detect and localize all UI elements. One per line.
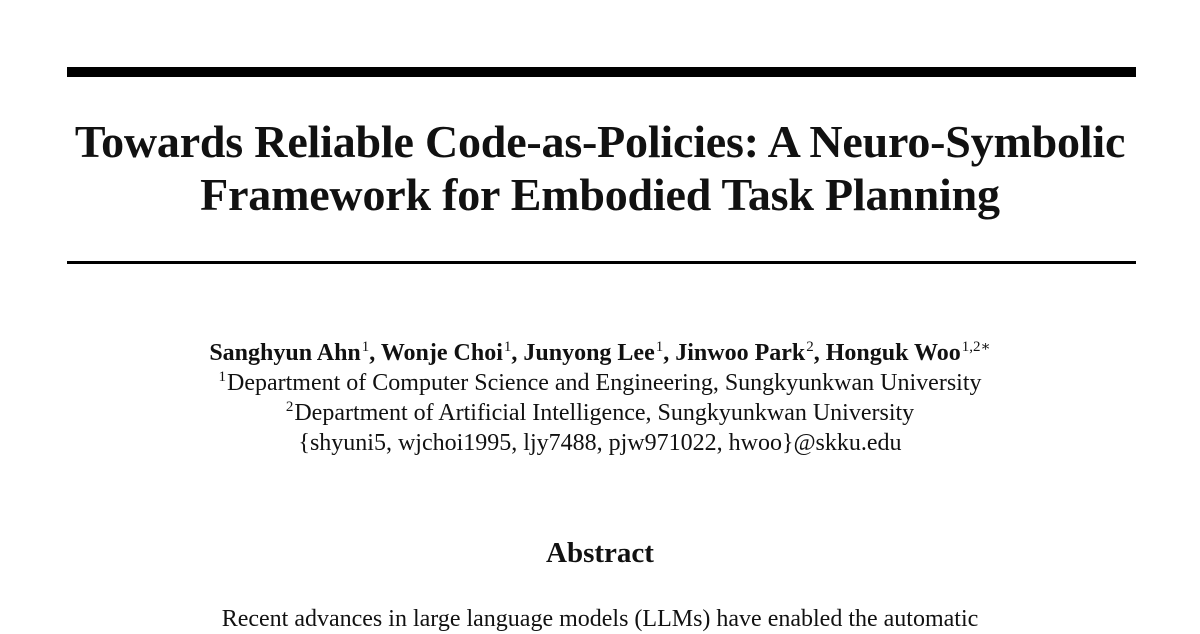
author-separator: , xyxy=(511,340,524,366)
abstract-text: Recent advances in large language models (LLMs) have enabled the automatic xyxy=(221,606,979,632)
author-affil-mark: 1 xyxy=(503,339,512,355)
author-affil-mark: 1 xyxy=(361,339,370,355)
author-affil-mark: 2 xyxy=(806,339,814,355)
affiliation-text: Department of Computer Science and Engineering, Sungkyunkwan University xyxy=(227,370,982,396)
author-list xyxy=(0,338,1200,368)
author-affil-mark: 1 xyxy=(655,339,664,355)
affiliation-mark: 2 xyxy=(285,399,294,415)
author-name: Wonje Choi xyxy=(380,340,503,366)
author-name: Junyong Lee xyxy=(523,340,655,366)
title-line-2: Framework for Embodied Task Planning xyxy=(200,169,1000,220)
author-name: Sanghyun Ahn xyxy=(209,340,361,366)
affiliation-block xyxy=(0,368,1200,458)
author-separator: , xyxy=(663,340,676,366)
author-separator: , xyxy=(369,340,381,366)
affiliation-line xyxy=(0,398,1200,428)
affiliation-text: Department of Artificial Intelligence, Sungkyunkwan University xyxy=(294,400,915,426)
affiliation-line xyxy=(0,368,1200,398)
affiliation-mark: 1 xyxy=(218,369,226,385)
author-emails: {shyuni5, wjchoi1995, ljy7488, pjw971022, hwoo}@skku.edu xyxy=(298,430,902,456)
title-top-rule xyxy=(67,67,1136,77)
author-name: Jinwoo Park xyxy=(675,340,806,366)
author-separator: , xyxy=(813,340,826,366)
author-name: Honguk Woo xyxy=(825,340,961,366)
abstract-heading: Abstract xyxy=(546,537,654,569)
title-bottom-rule xyxy=(67,261,1136,264)
title-line-1: Towards Reliable Code-as-Policies: A Neuro-Symbolic xyxy=(74,116,1126,167)
author-affil-mark: 1,2∗ xyxy=(961,339,991,355)
paper-title xyxy=(0,115,1200,221)
